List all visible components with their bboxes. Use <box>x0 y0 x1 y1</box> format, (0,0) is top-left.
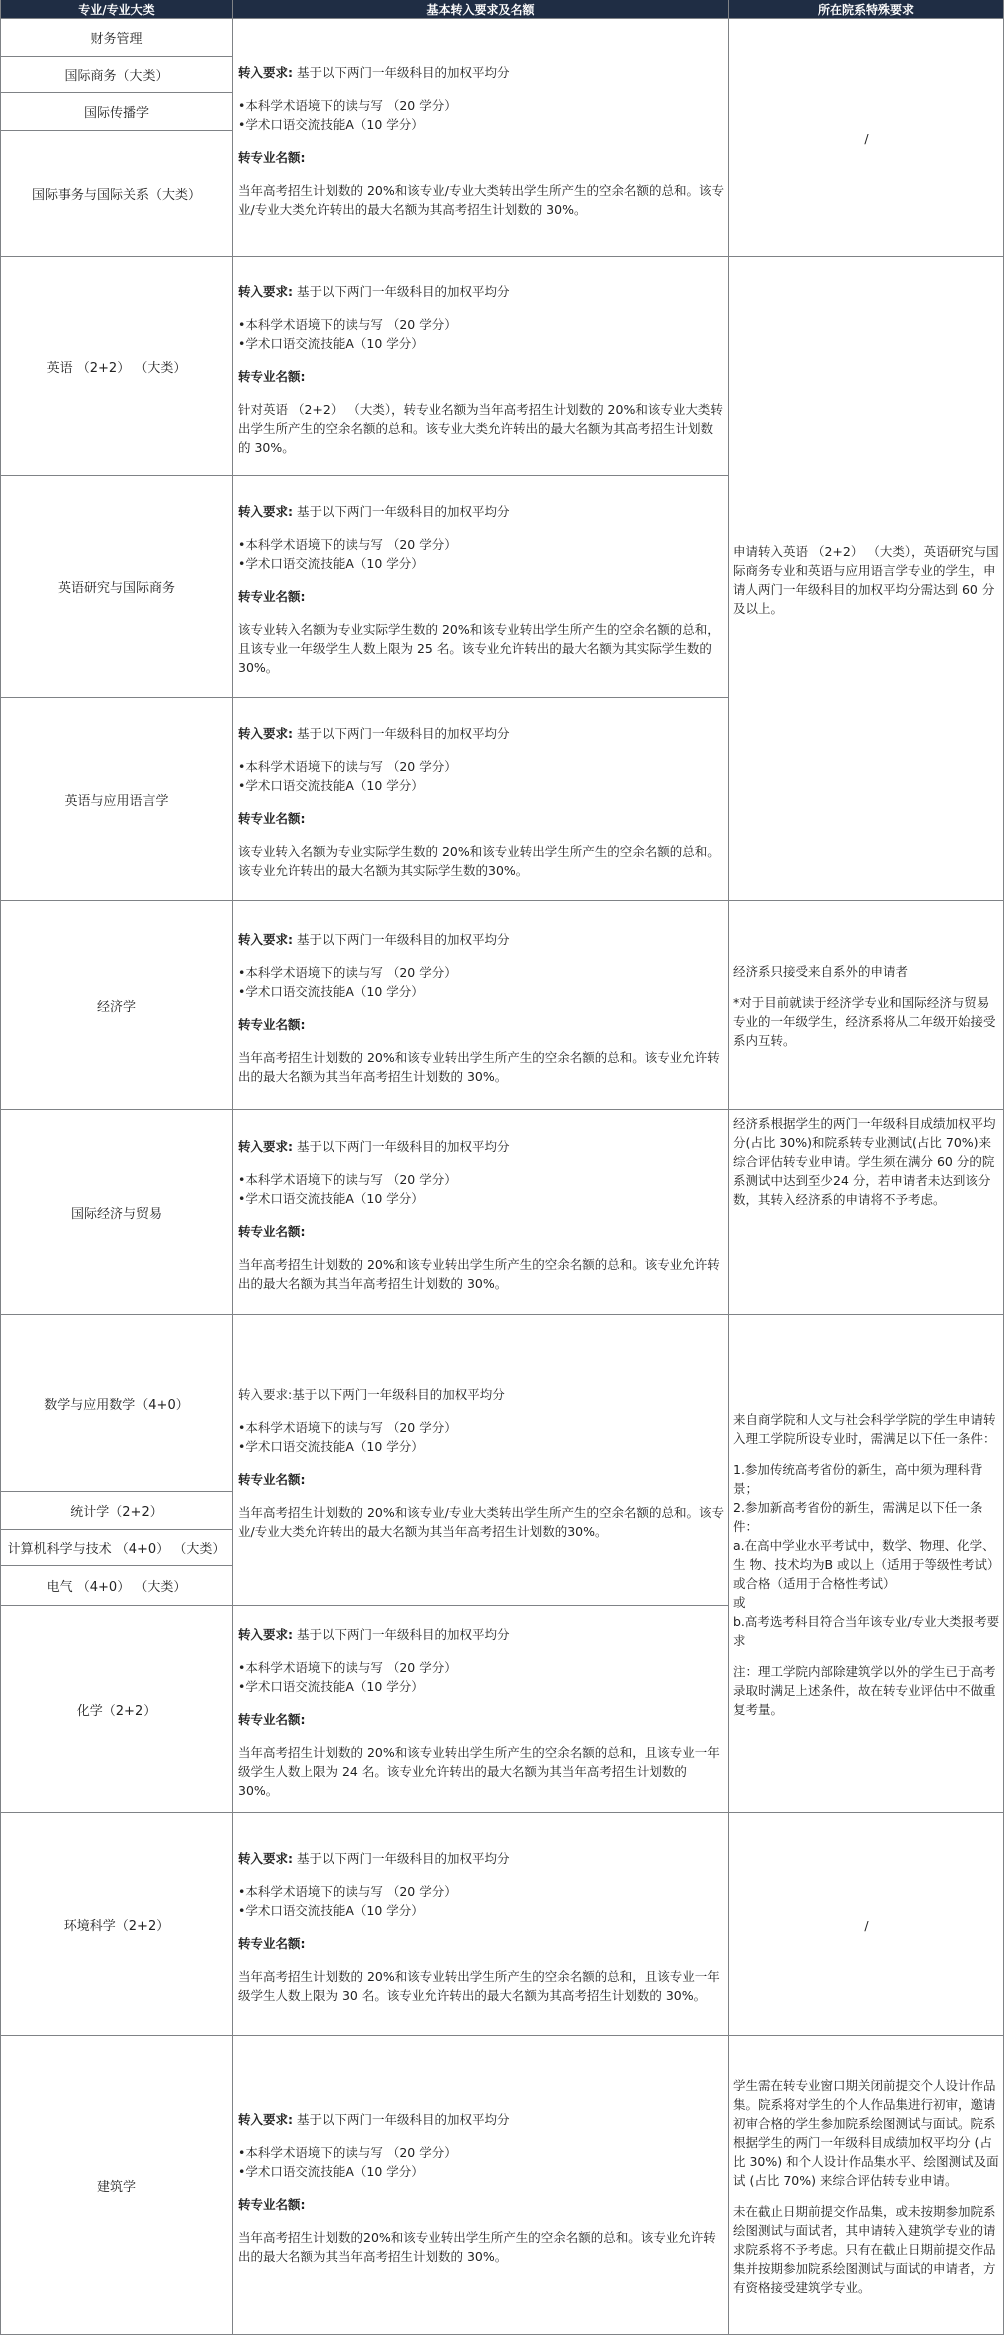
requirements-block-chemistry <box>233 1606 729 1813</box>
special-english-group <box>729 257 1004 901</box>
header-special-requirements: 所在院系特殊要求 <box>729 0 1004 19</box>
quota-text: 当年高考招生计划数的 20%和该专业/专业大类转出学生所产生的空余名额的总和。该专业/专业大类允许转出的最大名额为其当年高考招生计划数的30%。 <box>238 1505 724 1539</box>
req-item-reading-writing: •本科学术语境下的读与写 （20 学分） <box>238 1884 457 1899</box>
special-english-text: 申请转入英语 （2+2） （大类），英语研究与国际商务专业和英语与应用语言学专业的学生，申请人两门一年级科目的加权平均分需达到 60 分及以上。 <box>733 543 999 616</box>
req-text: 基于以下两门一年级科目的加权平均分 <box>296 932 510 947</box>
req-label: 转入要求: <box>238 932 293 947</box>
req-item-reading-writing: •本科学术语境下的读与写 （20 学分） <box>238 537 457 552</box>
major-math: 数学与应用数学（4+0） <box>0 1315 233 1492</box>
req-text: 基于以下两门一年级科目的加权平均分 <box>296 726 510 741</box>
special-architecture <box>729 2036 1004 2335</box>
header-major: 专业/专业大类 <box>0 0 233 19</box>
requirements-block-science-group <box>233 1315 729 1606</box>
req-label: 转入要求: <box>238 1139 293 1154</box>
special-slash: / <box>864 131 869 146</box>
quota-text: 针对英语 （2+2） （大类），转专业名额为当年高考招生计划数的 20%和该专业大类转出学生所产生的空余名额的总和。该专业大类允许转出的最大名额为其高考招生计划数的 30%。 <box>238 401 723 455</box>
special-sci-p1: 来自商学院和人文与社会科学学院的学生申请转入理工学院所设专业时，需满足以下任一条件： <box>733 1412 996 1446</box>
special-sci-p7: 注：理工学院内部除建筑学以外的学生已于高考录取时满足上述条件，故在转专业评估中不做重复考量。 <box>733 1664 996 1717</box>
major-intl-economics-trade: 国际经济与贸易 <box>0 1110 233 1315</box>
req-text: 基于以下两门一年级科目的加权平均分 <box>296 1139 510 1154</box>
req-item-reading-writing: •本科学术语境下的读与写 （20 学分） <box>238 759 457 774</box>
special-econ-p2: *对于目前就读于经济学专业和国际经济与贸易专业的一年级学生，经济系将从二年级开始接受系内互转。 <box>733 995 996 1048</box>
requirements-block-environmental <box>233 1813 729 2036</box>
req-text: 转入要求: <box>238 1387 293 1402</box>
quota-text: 当年高考招生计划数的 20%和该专业/专业大类转出学生所产生的空余名额的总和。该专业/专业大类允许转出的最大名额为其高考招生计划数的 30%。 <box>238 182 724 217</box>
special-economics-exclusion <box>729 901 1004 1110</box>
special-economics-evaluation <box>729 1110 1004 1315</box>
major-intl-affairs: 国际事务与国际关系（大类） <box>0 131 233 257</box>
req-item-oral: •学术口语交流技能A（10 学分） <box>238 2164 424 2179</box>
major-statistics: 统计学（2+2） <box>0 1492 233 1530</box>
quota-text: 当年高考招生计划数的 20%和该专业转出学生所产生的空余名额的总和，且该专业一年级学生人数上限为 24 名。该专业允许转出的最大名额为其当年高考招生计划数的 30%。 <box>238 1744 720 1798</box>
req-item-oral: •学术口语交流技能A（10 学分） <box>238 1678 424 1694</box>
quota-label: 转专业名额: <box>238 589 306 604</box>
req-item-oral: •学术口语交流技能A（10 学分） <box>238 556 424 571</box>
requirements-block-economics <box>233 901 729 1110</box>
special-econ-p1: 经济系只接受来自系外的申请者 <box>733 964 909 979</box>
special-sci-p3: 2.参加新高考省份的新生，需满足以下任一条件： <box>733 1500 983 1534</box>
req-label: 转入要求: <box>238 504 293 519</box>
special-sci-p6: b.高考选考科目符合当年该专业/专业大类报考要求 <box>733 1614 1000 1648</box>
major-architecture: 建筑学 <box>0 2036 233 2335</box>
req-label: 转入要求: <box>238 64 293 80</box>
req-item-reading-writing: •本科学术语境下的读与写 （20 学分） <box>238 2145 457 2160</box>
quota-label: 转专业名额: <box>238 1224 306 1239</box>
req-item-reading-writing: •本科学术语境下的读与写 （20 学分） <box>238 1420 457 1435</box>
quota-text: 当年高考招生计划数的20%和该专业转出学生所产生的空余名额的总和。该专业允许转出的最大名额为其当年高考招生计划数的 30%。 <box>238 2230 716 2264</box>
quota-label: 转专业名额: <box>238 1711 306 1727</box>
major-electrical: 电气 （4+0） （大类） <box>0 1566 233 1606</box>
req-text: 基于以下两门一年级科目的加权平均分 <box>296 64 510 80</box>
special-arch-p1: 学生需在转专业窗口期关闭前提交个人设计作品集。院系将对学生的个人作品集进行初审，邀请初审合格的学生参加院系绘图测试与面试。院系根据学生的两门一年级科目成绩加权平均分 (占比 30%) 和个人设计作品集水平、绘图测试及面试 (占比 70%) 来综合评估转专业申请。 <box>733 2077 999 2188</box>
special-econ-p3: 经济系根据学生的两门一年级科目成绩加权平均分(占比 30%)和院系转专业测试(占比 70%)来综合评估转专业申请。学生须在满分 60 分的院系测试中达到至少24 分，若申请者未达到该分数，其转入经济系的申请将不予考虑。 <box>733 1116 996 1207</box>
req-text: 基于以下两门一年级科目的加权平均分 <box>296 2112 510 2127</box>
special-business-none <box>729 19 1004 257</box>
req-item-reading-writing: •本科学术语境下的读与写 （20 学分） <box>238 965 457 980</box>
req-text: 基于以下两门一年级科目的加权平均分 <box>296 1851 510 1866</box>
requirements-block-business <box>233 19 729 257</box>
quota-label: 转专业名额: <box>238 2197 306 2212</box>
req-item-oral: •学术口语交流技能A（10 学分） <box>238 778 424 793</box>
req-item-oral: •学术口语交流技能A（10 学分） <box>238 335 424 351</box>
major-intl-communication: 国际传播学 <box>0 93 233 131</box>
req-label: 转入要求: <box>238 1851 293 1866</box>
quota-label: 转专业名额: <box>238 1017 306 1032</box>
req-item-reading-writing: •本科学术语境下的读与写 （20 学分） <box>238 1659 457 1675</box>
quota-label: 转专业名额: <box>238 1936 306 1951</box>
header-requirements: 基本转入要求及名额 <box>233 0 729 19</box>
quota-label: 转专业名额: <box>238 149 306 165</box>
quota-label: 转专业名额: <box>238 1472 306 1487</box>
req-label: 转入要求: <box>238 726 293 741</box>
req-item-oral: •学术口语交流技能A（10 学分） <box>238 984 424 999</box>
major-economics: 经济学 <box>0 901 233 1110</box>
req-text: 基于以下两门一年级科目的加权平均分 <box>296 283 510 299</box>
major-computer-science: 计算机科学与技术 （4+0） （大类） <box>0 1530 233 1566</box>
special-environmental-none <box>729 1813 1004 2036</box>
major-environmental-science: 环境科学（2+2） <box>0 1813 233 2036</box>
quota-text: 该专业转入名额为专业实际学生数的 20%和该专业转出学生所产生的空余名额的总和，且该专业一年级学生人数上限为 25 名。该专业允许转出的最大名额为其实际学生数的 30%。 <box>238 622 720 675</box>
req-item-oral: •学术口语交流技能A（10 学分） <box>238 116 424 132</box>
requirements-block-english <box>233 257 729 476</box>
quota-text: 当年高考招生计划数的 20%和该专业转出学生所产生的空余名额的总和。该专业允许转出的最大名额为其当年高考招生计划数的 30%。 <box>238 1257 720 1291</box>
quota-text: 当年高考招生计划数的 20%和该专业转出学生所产生的空余名额的总和。该专业允许转出的最大名额为其当年高考招生计划数的 30%。 <box>238 1050 720 1084</box>
requirements-block-intl-economics <box>233 1110 729 1315</box>
req-text: 基于以下两门一年级科目的加权平均分 <box>296 1626 510 1642</box>
special-sci-p5: 或 <box>733 1595 746 1610</box>
req-label: 转入要求: <box>238 1626 293 1642</box>
req-item-oral: •学术口语交流技能A（10 学分） <box>238 1191 424 1206</box>
special-science-group <box>729 1315 1004 1813</box>
special-sci-p4: a.在高中学业水平考试中，数学、物理、化学、生 物、技术均为B 或以上（适用于等级性考试）或合格（适用于合格性考试） <box>733 1538 1000 1591</box>
quota-text: 当年高考招生计划数的 20%和该专业转出学生所产生的空余名额的总和，且该专业一年级学生人数上限为 30 名。该专业允许转出的最大名额为其高考招生计划数的 30%。 <box>238 1969 720 2003</box>
major-english-applied: 英语与应用语言学 <box>0 698 233 901</box>
req-item-oral: •学术口语交流技能A（10 学分） <box>238 1903 424 1918</box>
special-sci-p2: 1.参加传统高考省份的新生，高中须为理科背景； <box>733 1462 983 1496</box>
requirements-block-english-applied <box>233 698 729 901</box>
requirements-block-english-research <box>233 476 729 698</box>
req-item-reading-writing: •本科学术语境下的读与写 （20 学分） <box>238 316 457 332</box>
major-english-research: 英语研究与国际商务 <box>0 476 233 698</box>
req-text-2: 基于以下两门一年级科目的加权平均分 <box>292 1387 505 1402</box>
quota-text: 该专业转入名额为专业实际学生数的 20%和该专业转出学生所产生的空余名额的总和。该专业允许转出的最大名额为其实际学生数的30%。 <box>238 844 720 878</box>
major-english: 英语 （2+2） （大类） <box>0 257 233 476</box>
major-intl-business: 国际商务（大类） <box>0 57 233 93</box>
req-label: 转入要求: <box>238 283 293 299</box>
special-slash: / <box>864 1917 869 1933</box>
major-finance: 财务管理 <box>0 19 233 57</box>
req-item-reading-writing: •本科学术语境下的读与写 （20 学分） <box>238 1172 457 1187</box>
req-item-oral: •学术口语交流技能A（10 学分） <box>238 1439 424 1454</box>
requirements-block-architecture <box>233 2036 729 2335</box>
major-chemistry: 化学（2+2） <box>0 1606 233 1813</box>
req-text: 基于以下两门一年级科目的加权平均分 <box>296 504 510 519</box>
req-item-reading-writing: •本科学术语境下的读与写 （20 学分） <box>238 97 457 113</box>
req-label: 转入要求: <box>238 2112 293 2127</box>
quota-label: 转专业名额: <box>238 368 306 384</box>
special-arch-p2: 未在截止日期前提交作品集，或未按期参加院系绘图测试与面试者，其申请转入建筑学专业的请求院系将不予考虑。只有在截止日期前提交作品集并按期参加院系绘图测试与面试的申请者，方有资格接受建筑学专业。 <box>733 2203 996 2295</box>
quota-label: 转专业名额: <box>238 811 306 826</box>
